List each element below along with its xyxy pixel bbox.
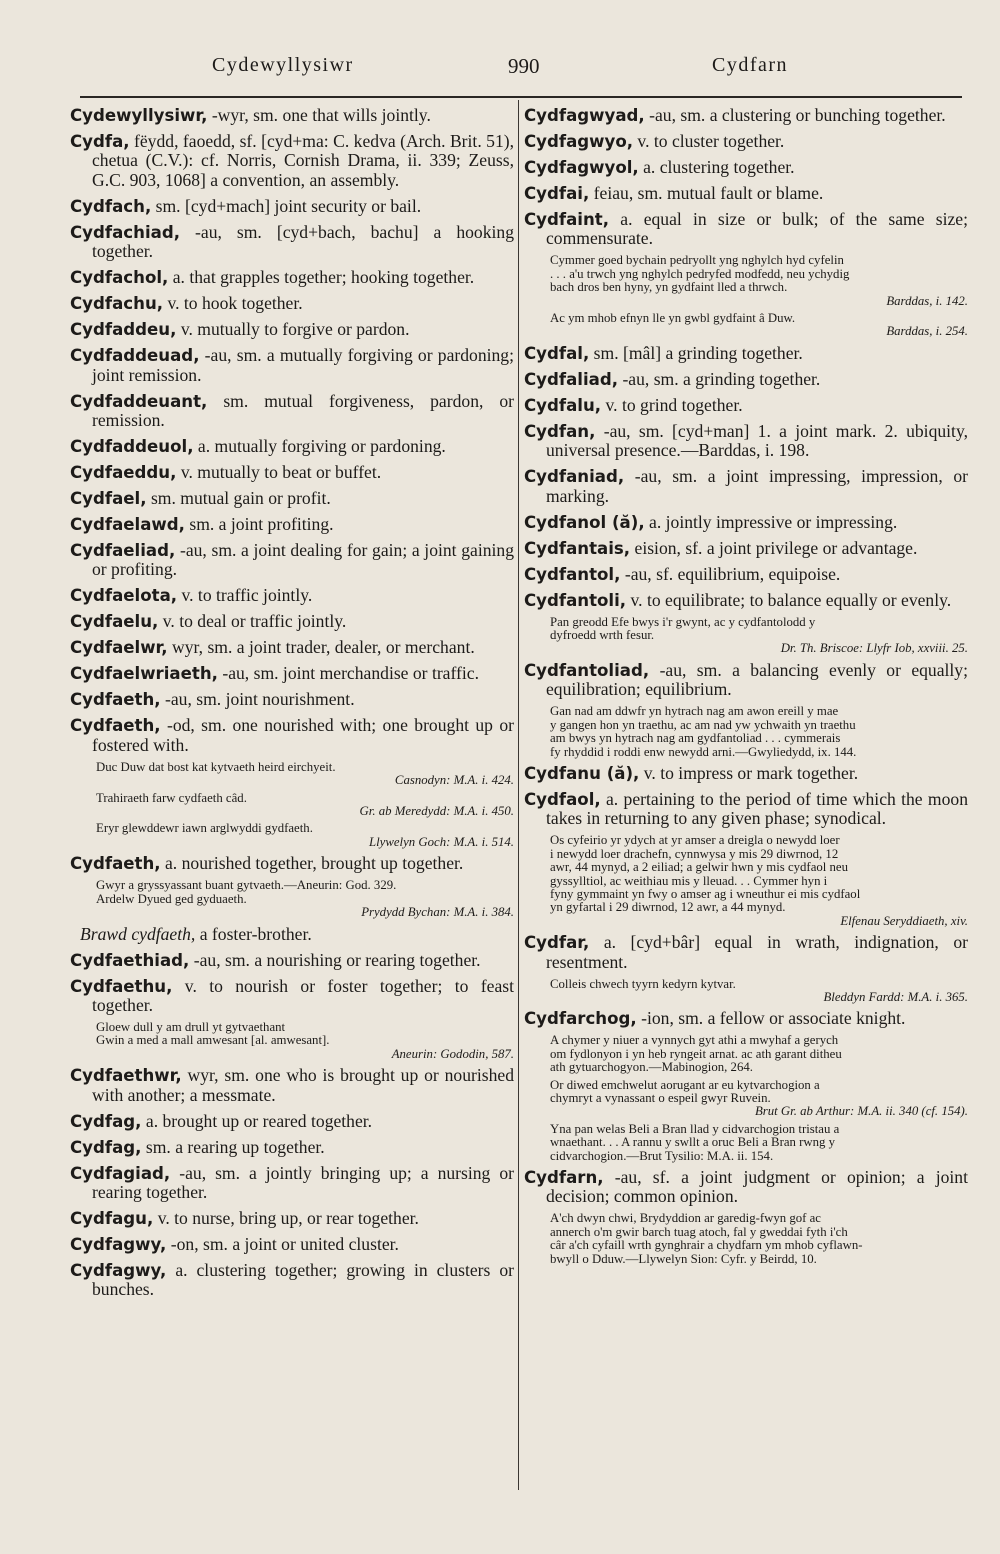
dictionary-entry — [70, 1209, 514, 1228]
entry-headword: Cydfaeth, — [70, 690, 161, 710]
entry-definition: a. mutually forgiving or pardoning. — [193, 436, 446, 457]
entry-headword: Cydfaelwriaeth, — [70, 664, 218, 684]
entry-headword: Cydfalu, — [524, 395, 602, 415]
entry-headword: Cydfaddeuant, — [70, 391, 208, 411]
entry-headword: Cydewyllysiwr, — [70, 106, 208, 125]
entry-headword: Cydfagu, — [70, 1208, 154, 1228]
entry-definition: -au, sm. a joint dealing for gain; a joint gaining or profiting. — [92, 540, 514, 580]
quote-line: cidvarchogion.—Brut Tysilio: M.A. ii. 154. — [550, 1148, 774, 1163]
entry-definition: -au, sm. joint nourishment. — [160, 689, 355, 710]
entry-headword: Cydfaddeuol, — [70, 437, 194, 457]
entry-definition: -au, sm. [cyd+man] 1. a joint mark. 2. ubiquity, universal presence.—Barddas, i. 198. — [546, 420, 968, 461]
dictionary-entry — [524, 1168, 968, 1207]
entry-headword: Cydfaethiad, — [70, 950, 190, 970]
dictionary-entry — [70, 268, 514, 287]
entry-definition: -au, sm. [cyd+bach, bachu] a hooking together. — [92, 221, 514, 262]
entry-headword: Cydfachol, — [70, 268, 169, 288]
entry-definition: a. that grapples together; hooking together. — [168, 267, 475, 288]
entry-headword: Cydfarchog, — [524, 1009, 637, 1029]
dictionary-entry — [70, 463, 514, 482]
entry-headword: Cydfaddeuad, — [70, 346, 200, 366]
entry-definition: -au, sm. a grinding together. — [618, 368, 821, 389]
quote-line: Pan greodd Efe bwys i'r gwynt, ac y cydfantolodd y — [550, 614, 816, 629]
entry-definition: -au, sm. a nourishing or rearing together. — [189, 949, 481, 970]
quote-line: A chymer y niuer a vynnych gyt athi a mwyhaf a gerych — [550, 1033, 839, 1048]
entry-definition: -on, sm. a joint or united cluster. — [166, 1233, 399, 1254]
entry-headword: Cydfanu (ă), — [524, 763, 640, 783]
dictionary-entry — [70, 854, 514, 873]
dictionary-entry — [70, 106, 514, 125]
entry-headword: Cydfag, — [70, 1137, 142, 1157]
entry-definition: -au, sm. joint merchandise or traffic. — [217, 663, 479, 684]
entry-headword: Cydfaniad, — [524, 467, 625, 487]
entry-definition: v. mutually to forgive or pardon. — [176, 319, 410, 340]
dictionary-entry — [524, 565, 968, 584]
entry-definition: -au, sf. equilibrium, equipoise. — [620, 563, 841, 584]
quote-source: Elfenau Seryddiaeth, xiv. — [840, 913, 968, 928]
entry-definition: -au, sm. a clustering or bunching together. — [644, 105, 946, 125]
dictionary-entry — [524, 158, 968, 177]
entry-headword: Cydfantoli, — [524, 590, 627, 610]
citation-quote — [524, 834, 968, 928]
citation-quote — [70, 879, 514, 919]
entry-definition: sm. [mâl] a grinding together. — [589, 342, 803, 363]
entry-headword: Cydfantoliad, — [524, 660, 650, 680]
quote-line: i newydd loer drachefn, cynnwysa y mis 29 diwrnod, 12 — [550, 846, 839, 861]
entry-definition: a. [cyd+bâr] equal in wrath, indignation, or resentment. — [546, 932, 968, 972]
quote-line: Gloew dull y am drull yt gytvaethant — [96, 1019, 286, 1034]
citation-quote — [524, 254, 968, 308]
entry-headword: Cydfaelu, — [70, 612, 159, 632]
dictionary-entry — [524, 539, 968, 558]
dictionary-entry — [70, 1164, 514, 1203]
entry-definition: v. to deal or traffic jointly. — [158, 611, 347, 632]
entry-headword: Cydfachiad, — [70, 222, 181, 242]
dictionary-entry — [70, 664, 514, 683]
dictionary-entry — [70, 1235, 514, 1254]
quote-line: Colleis chwech tyyrn kedyrn kytvar. — [550, 976, 736, 991]
entry-headword: Cydfaethu, — [70, 976, 173, 996]
quote-source: Gr. ab Meredydd: M.A. i. 450. — [359, 804, 514, 819]
page-number: 990 — [508, 54, 540, 78]
quote-line: Ardelw Dyued ged gyduaeth. — [96, 891, 247, 906]
entry-definition: a. clustering together. — [638, 157, 795, 177]
quote-line: am bwys yn hytrach nag am gydfantoliad . . . cymmerais — [550, 731, 841, 746]
entry-definition: -au, sm. a jointly bringing up; a nursing or rearing together. — [92, 1162, 514, 1202]
entry-headword: Cydfaeth, — [70, 854, 161, 874]
entry-definition: sm. a joint profiting. — [184, 514, 334, 535]
entry-definition: a. brought up or reared together. — [141, 1110, 373, 1131]
quote-line: Cymmer goed bychain pedryollt yng nghylch hyd cyfelin — [550, 253, 844, 268]
entry-definition: wyr, sm. one who is brought up or nourished with another; a messmate. — [92, 1065, 514, 1105]
citation-quote — [524, 1079, 968, 1119]
entry-headword: Cydfa, — [70, 132, 130, 151]
dictionary-entry — [70, 925, 514, 944]
entry-definition: sm. a rearing up together. — [141, 1136, 325, 1157]
citation-quote — [524, 1123, 968, 1163]
entry-headword: Cydfantol, — [524, 564, 621, 584]
quote-line: yn gyfartal i 29 diwrnod, 12 awr, a 44 mynyd. — [550, 900, 786, 915]
entry-definition: a. clustering together; growing in clusters or bunches. — [92, 1259, 514, 1300]
entry-definition: -au, sm. a joint impressing, impression, or marking. — [546, 466, 968, 506]
entry-headword: Cydfagiad, — [70, 1163, 171, 1183]
quote-line: chymryt a vynassant o espeil gwyr Ruvein. — [550, 1091, 771, 1105]
entry-definition: sm. mutual forgiveness, pardon, or remission. — [92, 390, 514, 431]
entry-headword: Cydfagwyo, — [524, 132, 634, 151]
dictionary-entry — [70, 1066, 514, 1105]
entry-headword: Cydfaliad, — [524, 369, 619, 389]
dictionary-entry — [524, 467, 968, 506]
quote-source: Brut Gr. ab Arthur: M.A. ii. 340 (cf. 154). — [754, 1104, 968, 1119]
entry-headword: Cydfan, — [524, 421, 596, 441]
dictionary-entry — [70, 515, 514, 534]
citation-quote — [70, 792, 514, 819]
dictionary-entry — [70, 951, 514, 970]
dictionary-entry — [524, 396, 968, 415]
entry-headword: Cydfaelawd, — [70, 515, 185, 535]
dictionary-entry — [524, 106, 968, 125]
dictionary-entry — [70, 690, 514, 709]
entry-definition: -wyr, sm. one that wills jointly. — [207, 105, 431, 125]
entry-definition: v. to hook together. — [163, 293, 303, 314]
entry-definition: feiau, sm. mutual fault or blame. — [589, 183, 824, 203]
quote-line: fyny gymmaint yn fwy o amser ag i wneuthur ei mis cydfaol — [550, 886, 861, 901]
dictionary-entry — [524, 513, 968, 532]
entry-definition: a. jointly impressive or impressing. — [644, 511, 898, 532]
entry-definition: v. to cluster together. — [633, 131, 785, 151]
quote-line: câr a'ch cyfaill wrth gynghrair a chydfarn ym mhob cyflawn- — [550, 1238, 863, 1253]
citation-quote — [524, 978, 968, 1005]
entry-headword: Cydfaol, — [524, 789, 601, 809]
quote-source: Aneurin: Gododin, 587. — [391, 1046, 514, 1061]
dictionary-entry — [70, 977, 514, 1016]
quote-line: Or diwed emchwelut aorugant ar eu kytvarchogion a — [550, 1077, 820, 1092]
entry-headword: Cydfarn, — [524, 1168, 604, 1188]
dictionary-entry — [70, 1112, 514, 1131]
entry-headword: Cydfaeth, — [70, 716, 161, 736]
running-head-left: Cydewyllysiwr — [212, 54, 354, 76]
dictionary-entry — [70, 541, 514, 580]
dictionary-entry — [70, 638, 514, 657]
entry-headword: Cydfach, — [70, 196, 152, 216]
quote-line: bach dros ben hyny, yn gydfaint lled a thrwch. — [550, 280, 788, 295]
quote-line: ath gytuarchogyon.—Mabinogion, 264. — [550, 1060, 753, 1075]
entry-definition: a. pertaining to the period of time which the moon takes in returning to any given phase; synodical. — [546, 788, 968, 829]
quote-line: Eryr glewddewr iawn arglwyddi gydfaeth. — [96, 821, 313, 836]
entry-definition: a. nourished together, brought up together. — [160, 853, 464, 874]
quote-source: Prydydd Bychan: M.A. i. 384. — [361, 905, 514, 920]
entry-definition: v. to equilibrate; to balance equally or evenly. — [626, 589, 952, 610]
entry-headword: Brawd cydfaeth, — [80, 923, 196, 944]
entry-headword: Cydfaeddu, — [70, 463, 177, 483]
entry-headword: Cydfagwy, — [70, 1234, 167, 1254]
citation-quote — [524, 1212, 968, 1266]
dictionary-entry — [70, 197, 514, 216]
quote-source: Casnodyn: M.A. i. 424. — [394, 773, 514, 788]
entry-headword: Cydfal, — [524, 343, 590, 363]
entry-headword: Cydfaelota, — [70, 586, 178, 606]
entry-headword: Cydfanol (ă), — [524, 512, 645, 532]
dictionary-entry — [524, 210, 968, 249]
entry-definition: -au, sm. a mutually forgiving or pardoning; joint remission. — [92, 345, 514, 385]
quote-line: bwyll o Dduw.—Llywelyn Sion: Cyfr. y Beirdd, 10. — [550, 1251, 817, 1266]
entry-headword: Cydfag, — [70, 1111, 142, 1131]
citation-quote — [70, 1021, 514, 1061]
dictionary-entry — [524, 132, 968, 151]
entry-headword: Cydfaeliad, — [70, 541, 176, 561]
dictionary-entry — [524, 764, 968, 783]
dictionary-entry — [70, 294, 514, 313]
entry-definition: -au, sf. a joint judgment or opinion; a joint decision; common opinion. — [546, 1167, 968, 1207]
entry-definition: -au, sm. a balancing evenly or equally; equilibration; equilibrium. — [546, 659, 968, 700]
entry-headword: Cydfagwy, — [70, 1260, 167, 1280]
quote-line: awr, 44 mynyd, a 2 eiliad; a gelwir hwn y mis cydfaol neu — [550, 860, 849, 875]
entry-headword: Cydfar, — [524, 933, 590, 953]
citation-quote — [70, 761, 514, 788]
citation-quote — [524, 616, 968, 656]
quote-line: Yna pan welas Beli a Bran llad y cidvarchogion tristau a — [550, 1121, 840, 1136]
citation-quote — [524, 312, 968, 339]
entry-definition: v. to grind together. — [601, 394, 743, 415]
entry-definition: v. to traffic jointly. — [177, 585, 313, 606]
entry-definition: eision, sf. a joint privilege or advantage. — [630, 537, 918, 558]
entry-headword: Cydfaddeu, — [70, 320, 177, 340]
entry-definition: sm. mutual gain or profit. — [146, 488, 331, 509]
entry-definition: v. to nurse, bring up, or rear together. — [153, 1207, 419, 1228]
quote-line: Ac ym mhob efnyn lle yn gwbl gydfaint â Duw. — [550, 311, 796, 326]
quote-line: fy rhyddid i roddi enw newydd arni.—Gwyliedydd, ix. 144. — [550, 744, 857, 759]
dictionary-entry — [524, 661, 968, 700]
quote-line: Duc Duw dat bost kat kytvaeth heird eirchyeit. — [96, 759, 336, 774]
left-column — [70, 106, 514, 1306]
right-column — [524, 106, 968, 1271]
entry-headword: Cydfantais, — [524, 538, 631, 558]
entry-definition: -ion, sm. a fellow or associate knight. — [636, 1008, 906, 1029]
quote-line: dyfroedd wrth fesur. — [550, 628, 655, 643]
quote-source: Dr. Th. Briscoe: Llyfr Iob, xxviii. 25. — [780, 641, 968, 656]
dictionary-entry — [70, 716, 514, 755]
quote-line: annerch o'm gwir barch tuag atoch, fal y gweddai fyth i'ch — [550, 1224, 848, 1239]
dictionary-entry — [70, 346, 514, 385]
quote-line: Os cyfeirio yr ydych at yr amser a dreigla o newydd loer — [550, 833, 840, 848]
dictionary-entry — [524, 591, 968, 610]
entry-headword: Cydfael, — [70, 489, 147, 509]
entry-definition: wyr, sm. a joint trader, dealer, or merchant. — [167, 637, 475, 658]
quote-line: gyssylltiol, ac weithiau mis y lleuad. . . Cymmer hyn i — [550, 873, 828, 888]
dictionary-entry — [70, 1138, 514, 1157]
quote-line: om fydlonyon i yn heb ryngeit arnat. ac ath garant ditheu — [550, 1046, 842, 1061]
dictionary-entry — [70, 223, 514, 262]
entry-headword: Cydfai, — [524, 184, 590, 203]
dictionary-entry — [70, 437, 514, 456]
entry-definition: a foster-brother. — [195, 923, 312, 944]
dictionary-entry — [524, 370, 968, 389]
header-rule — [80, 96, 962, 98]
entry-definition: sm. [cyd+mach] joint security or bail. — [151, 195, 422, 216]
quote-source: Barddas, i. 142. — [886, 293, 968, 308]
entry-definition: v. to impress or mark together. — [639, 762, 859, 783]
quote-source: Llywelyn Goch: M.A. i. 514. — [368, 834, 514, 849]
entry-headword: Cydfagwyad, — [524, 106, 645, 125]
dictionary-entry — [70, 586, 514, 605]
quote-line: Gwyr a gryssyassant buant gytvaeth.—Aneurin: God. 329. — [96, 878, 397, 893]
column-divider — [518, 100, 519, 1490]
entry-headword: Cydfaelwr, — [70, 638, 168, 658]
dictionary-entry — [524, 933, 968, 972]
entry-definition: a. equal in size or bulk; of the same size; commensurate. — [546, 209, 968, 249]
quote-line: A'ch dwyn chwi, Brydyddion ar garedig-fwyn gof ac — [550, 1211, 821, 1226]
dictionary-entry — [70, 489, 514, 508]
quote-line: . . . a'u trwch yng nghylch pedryfed modfedd, neu ychydig — [550, 266, 850, 281]
quote-line: y gangen hon yn traethu, ac am nad yw ychwaith yn traethu — [550, 717, 856, 732]
dictionary-entry — [524, 184, 968, 203]
entry-headword: Cydfaethwr, — [70, 1066, 182, 1086]
dictionary-entry — [524, 422, 968, 461]
quote-source: Barddas, i. 254. — [886, 324, 968, 339]
quote-line: wnaethant. . . A rannu y swllt a oruc Beli a Bran rwng y — [550, 1135, 836, 1150]
entry-headword: Cydfachu, — [70, 294, 164, 314]
dictionary-entry — [524, 344, 968, 363]
dictionary-entry — [70, 612, 514, 631]
entry-headword: Cydfagwyol, — [524, 158, 639, 177]
citation-quote — [524, 1034, 968, 1074]
quote-line: Trahiraeth farw cydfaeth câd. — [96, 790, 247, 805]
citation-quote — [70, 822, 514, 849]
running-head-right: Cydfarn — [712, 54, 789, 76]
entry-definition: v. mutually to beat or buffet. — [176, 462, 382, 483]
dictionary-entry — [70, 132, 514, 190]
dictionary-entry — [70, 1261, 514, 1300]
dictionary-entry — [70, 392, 514, 431]
entry-headword: Cydfaint, — [524, 210, 610, 229]
entry-definition: -od, sm. one nourished with; one brought up or fostered with. — [92, 715, 514, 755]
entry-definition: fëydd, faoedd, sf. [cyd+ma: C. kedva (Arch. Brit. 51), chetua (C.V.): cf. Norris, Cornish Drama, ii. 339; Zeuss, G.C. 903, 1068] a convention, an assembly. — [92, 131, 514, 190]
citation-quote — [524, 705, 968, 759]
dictionary-entry — [70, 320, 514, 339]
quote-source: Bleddyn Fardd: M.A. i. 365. — [823, 989, 968, 1004]
quote-line: Gwin a med a mall amwesant [al. amwesant]. — [96, 1033, 330, 1048]
dictionary-entry — [524, 1009, 968, 1028]
dictionary-entry — [524, 790, 968, 829]
entry-definition: v. to nourish or foster together; to feast together. — [92, 975, 514, 1015]
quote-line: Gan nad am ddwfr yn hytrach nag am awon ereill y mae — [550, 704, 839, 719]
